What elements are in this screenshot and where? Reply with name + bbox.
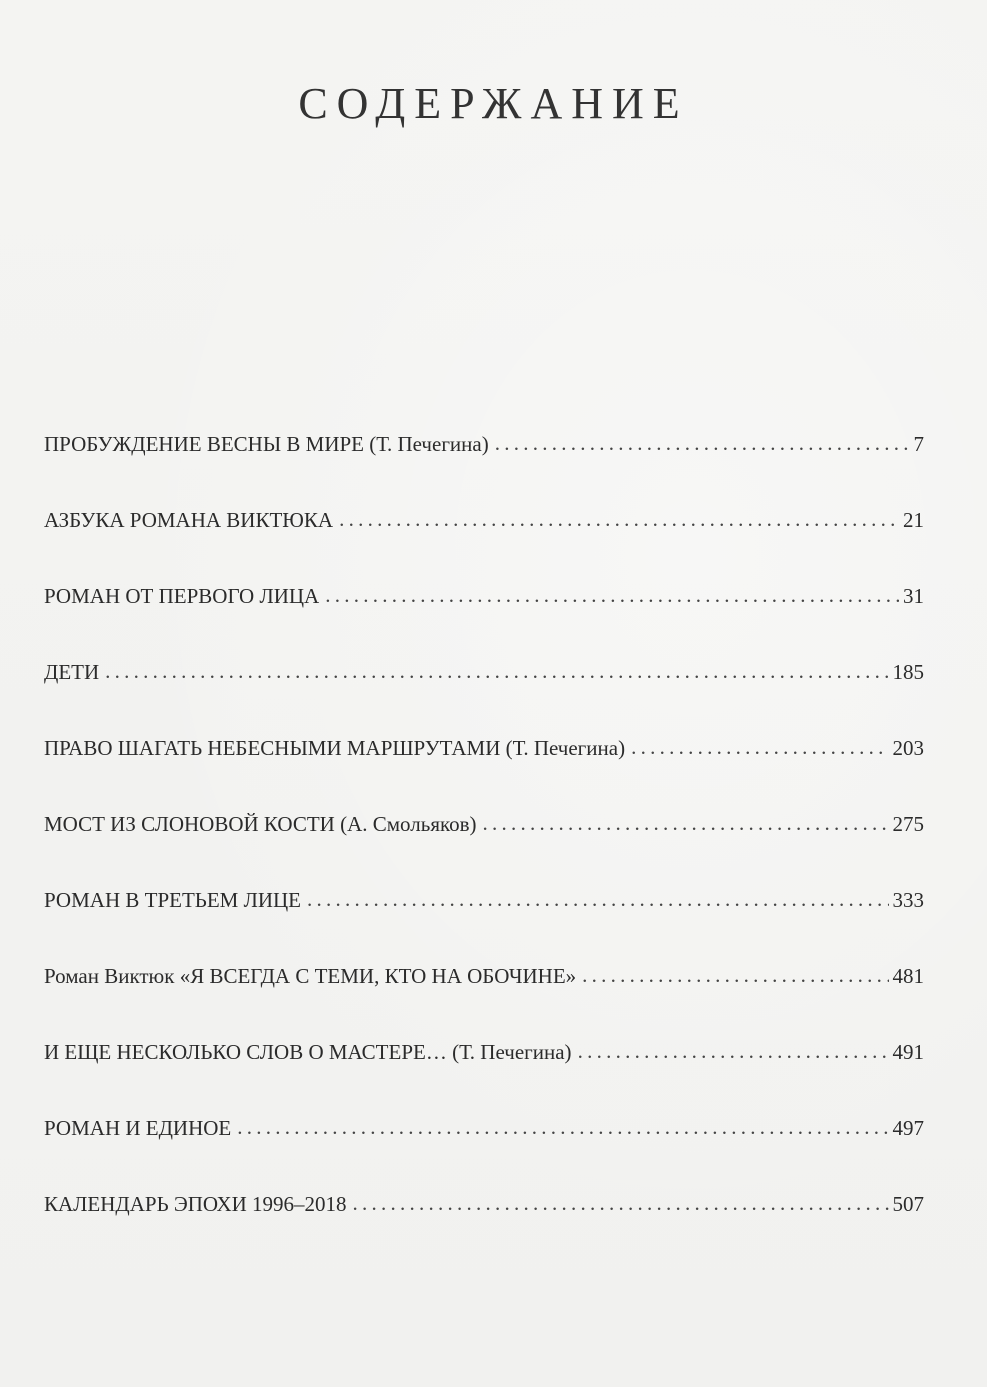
toc-entry [44,1116,924,1192]
page-title: СОДЕРЖАНИЕ [298,79,689,128]
table-of-contents [44,432,924,1268]
dot-leader [495,431,910,455]
toc-entry-title: ДЕТИ [44,660,100,684]
toc-entry [44,660,924,736]
toc-entry [44,1040,924,1116]
dot-leader [582,963,888,987]
toc-entry-page: 481 [892,964,924,988]
toc-entry-title: РОМАН ОТ ПЕРВОГО ЛИЦА [44,584,320,608]
toc-entry [44,736,924,812]
toc-entry-page: 333 [892,888,924,912]
toc-entry-title: Роман Виктюк «Я ВСЕГДА С ТЕМИ, КТО НА ОБОЧИНЕ» [44,964,577,988]
toc-entry-title: АЗБУКА РОМАНА ВИКТЮКА [44,508,334,532]
dot-leader [578,1039,889,1063]
toc-entry-page: 7 [913,432,924,456]
toc-entry-page: 185 [892,660,924,684]
toc-entry [44,1192,924,1268]
dot-leader [339,507,899,531]
dot-leader [307,887,889,911]
dot-leader [483,811,889,835]
toc-entry-page: 497 [892,1116,924,1140]
toc-entry [44,432,924,508]
dot-leader [631,735,888,759]
toc-entry-page: 491 [892,1040,924,1064]
toc-entry-title: КАЛЕНДАРЬ ЭПОХИ 1996–2018 [44,1192,347,1216]
toc-entry-page: 203 [892,736,924,760]
toc-entry [44,508,924,584]
toc-entry [44,584,924,660]
toc-entry-title: И ЕЩЕ НЕСКОЛЬКО СЛОВ О МАСТЕРЕ… (Т. Печегина) [44,1040,572,1064]
toc-entry [44,812,924,888]
toc-entry-page: 21 [903,508,924,532]
toc-entry-title: МОСТ ИЗ СЛОНОВОЙ КОСТИ (А. Смольяков) [44,812,477,836]
toc-entry-title: ПРАВО ШАГАТЬ НЕБЕСНЫМИ МАРШРУТАМИ (Т. Печегина) [44,736,626,760]
dot-leader [325,583,899,607]
toc-entry [44,964,924,1040]
dot-leader [105,659,888,683]
toc-entry [44,888,924,964]
dot-leader [237,1115,888,1139]
toc-entry-title: ПРОБУЖДЕНИЕ ВЕСНЫ В МИРЕ (Т. Печегина) [44,432,489,456]
toc-entry-title: РОМАН И ЕДИНОЕ [44,1116,232,1140]
dot-leader [353,1191,889,1215]
toc-entry-page: 31 [903,584,924,608]
toc-entry-page: 275 [892,812,924,836]
toc-entry-page: 507 [892,1192,924,1216]
toc-entry-title: РОМАН В ТРЕТЬЕМ ЛИЦЕ [44,888,301,912]
